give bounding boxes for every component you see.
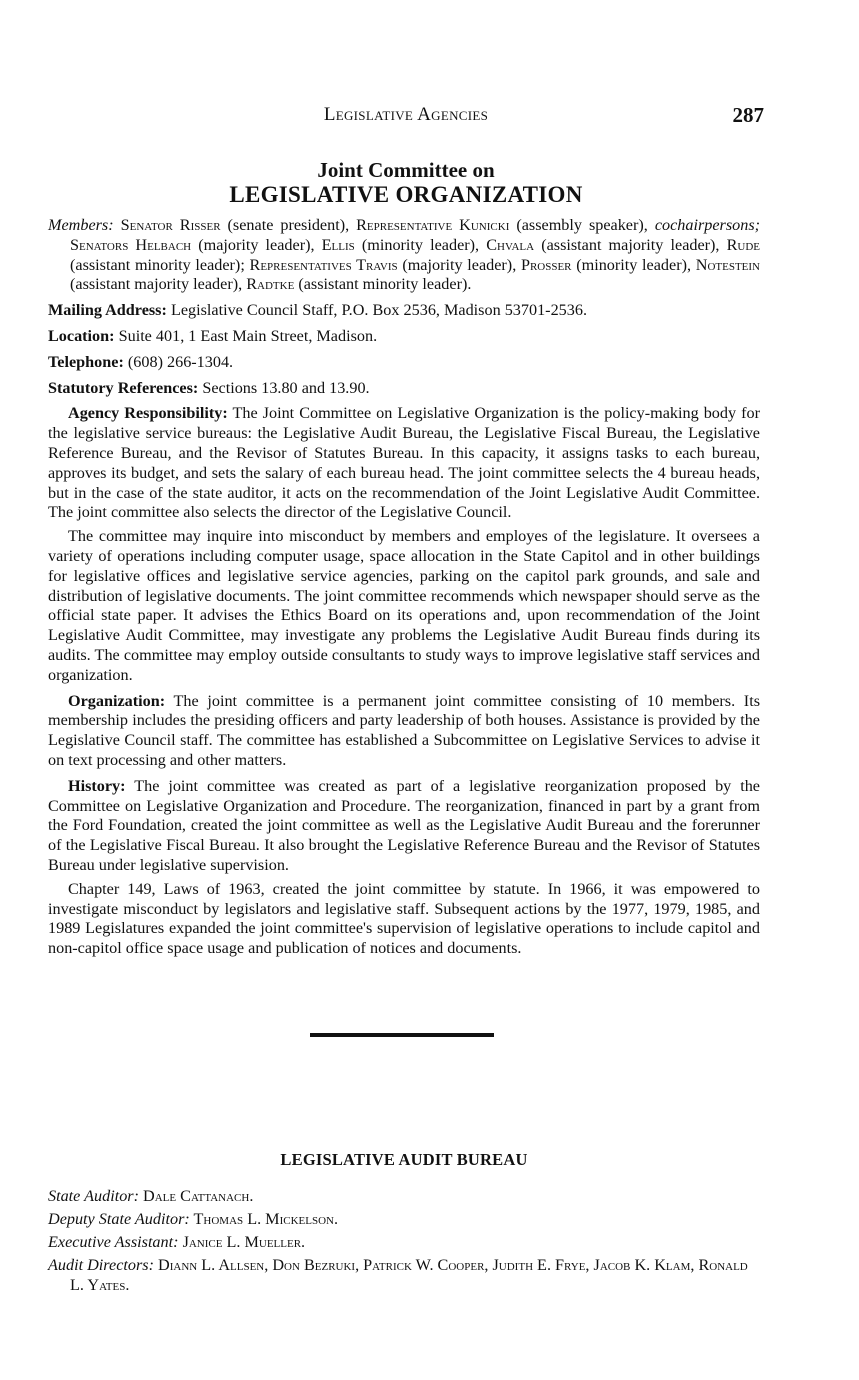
agency-responsibility-label: Agency Responsibility:	[68, 404, 228, 423]
organization-text: The joint committee is a permanent joint committee consisting of 10 members. Its membership includes the presiding officers and party leadership of both houses. Assistance is provided by the Legislative Council staff. The committee has established a Subcommittee on Legislative Services to advise it on text processing and other matters.	[48, 691, 760, 769]
cochairpersons-label: cochairpersons;	[654, 216, 761, 234]
deputy-state-auditor-label: Deputy State Auditor:	[48, 1210, 190, 1228]
members-paragraph	[48, 216, 760, 295]
member-role: (majority leader),	[191, 235, 322, 254]
statutory-references	[48, 379, 760, 399]
history-paragraph	[48, 777, 760, 876]
member-name: Rude	[726, 235, 760, 254]
member-role: (minority leader),	[571, 255, 696, 274]
committee-body	[48, 216, 760, 959]
member-name: Representative Kunicki	[356, 216, 510, 234]
agency-responsibility-paragraph	[48, 404, 760, 523]
history-text: The joint committee was created as part of a legislative reorganization proposed by the Committee on Legislative Organization and Procedure. The reorganization, financed in part by a grant from the Ford Foundation, created the joint committee as well as the Legislative Audit Bureau and the forerunner of the Legislative Fiscal Bureau. It also brought the Legislative Reference Bureau and the Revisor of Statutes Bureau under legislative supervision.	[48, 776, 760, 874]
audit-directors-names: Diann L. Allsen, Don Bezruki, Patrick W. Cooper, Judith E. Frye, Jacob K. Klam, Ronald L. Yates.	[70, 1256, 748, 1294]
member-role: (majority leader),	[397, 255, 521, 274]
member-name: Prosser	[520, 255, 572, 274]
member-name: Senators Helbach	[70, 235, 192, 254]
telephone-label: Telephone:	[48, 352, 124, 371]
telephone-value: (608) 266-1304.	[123, 352, 234, 371]
member-role: (assistant minority leader);	[70, 255, 250, 274]
member-role: (assistant majority leader),	[70, 275, 247, 294]
statutory-references-label: Statutory References:	[48, 378, 199, 397]
history-continuation: Chapter 149, Laws of 1963, created the joint committee by statute. In 1966, it was empowered to investigate misconduct by legislators and legislative staff. Subsequent actions by the 1977, 1979, 1985, and 1989 Legislatures expanded the joint committee's supervision of legislative operations to include capitol and non-capitol office space usage and publication of notices and documents.	[48, 879, 760, 958]
state-auditor-name: Dale Cattanach.	[138, 1187, 254, 1205]
mailing-address	[48, 301, 760, 321]
location-value: Suite 401, 1 East Main Street, Madison.	[114, 326, 378, 345]
telephone	[48, 353, 760, 373]
history-label: History:	[68, 776, 126, 795]
deputy-state-auditor-name: Thomas L. Mickelson.	[189, 1210, 339, 1228]
agency-responsibility-continuation: The committee may inquire into misconduct by members and employes of the legislature. It oversees a variety of operations including computer usage, space allocation in the State Capitol and in other buildings for legislative offices and legislative service agencies, parking on the capitol park grounds, and sale and distribution of legislative documents. The joint committee recommends which newspaper should serve as the official state paper. It advises the Ethics Board on its operations and, upon recommendation of the Joint Legislative Audit Committee, may investigate any problems the Legislative Audit Bureau finds during its audits. The committee may employ outside consultants to study ways to improve legislative staff services and organization.	[48, 527, 760, 684]
member-role: (assembly speaker),	[509, 216, 655, 234]
executive-assistant-label: Executive Assistant:	[48, 1233, 179, 1251]
member-role: (senate president),	[220, 216, 357, 234]
state-auditor-label: State Auditor:	[48, 1187, 139, 1205]
deputy-state-auditor	[48, 1209, 764, 1229]
section-divider	[310, 1033, 494, 1037]
member-name: Chvala	[486, 235, 535, 254]
agency-responsibility-text: The Joint Committee on Legislative Organization is the policy-making body for the legislative service bureaus: the Legislative Audit Bureau, the Legislative Fiscal Bureau, the Legislative Reference Bureau, and the Revisor of Statutes Bureau. In this capacity, it assigns tasks to each bureau, approves its budget, and sets the salary of each bureau head. The joint committee selects the 4 bureau heads, but in the case of the state auditor, it acts on the recommendation of the Joint Legislative Audit Committee. The joint committee also selects the director of the Legislative Council.	[48, 404, 760, 522]
member-role: (minority leader),	[354, 235, 487, 254]
member-name: Radtke	[246, 275, 295, 294]
audit-directors-label: Audit Directors:	[48, 1256, 154, 1274]
member-name: Ellis	[321, 235, 355, 254]
running-header	[48, 104, 764, 128]
member-role: (assistant majority leader),	[534, 235, 727, 254]
committee-title-line1: Joint Committee on	[317, 158, 495, 182]
mailing-address-value: Legislative Council Staff, P.O. Box 2536, Madison 53701-2536.	[166, 301, 587, 320]
executive-assistant-name: Janice L. Mueller.	[178, 1233, 306, 1251]
running-title: Legislative Agencies	[323, 104, 489, 125]
members-label: Members:	[48, 216, 114, 234]
audit-bureau-title: LEGISLATIVE AUDIT BUREAU	[280, 1150, 528, 1169]
location	[48, 327, 760, 347]
member-name: Senator Risser	[120, 216, 221, 234]
member-role: (assistant minority leader).	[294, 275, 472, 294]
statutory-references-value: Sections 13.80 and 13.90.	[198, 378, 370, 397]
member-name: Representatives Travis	[249, 255, 398, 274]
location-label: Location:	[48, 326, 115, 345]
audit-directors	[48, 1255, 764, 1295]
executive-assistant	[48, 1232, 764, 1252]
page-number: 287	[732, 103, 764, 127]
organization-paragraph	[48, 692, 760, 771]
member-name: Notestein	[695, 255, 760, 274]
committee-title-line2: LEGISLATIVE ORGANIZATION	[229, 182, 583, 207]
mailing-address-label: Mailing Address:	[48, 301, 167, 320]
state-auditor	[48, 1186, 764, 1206]
organization-label: Organization:	[68, 691, 166, 710]
audit-bureau-staff	[48, 1186, 764, 1298]
